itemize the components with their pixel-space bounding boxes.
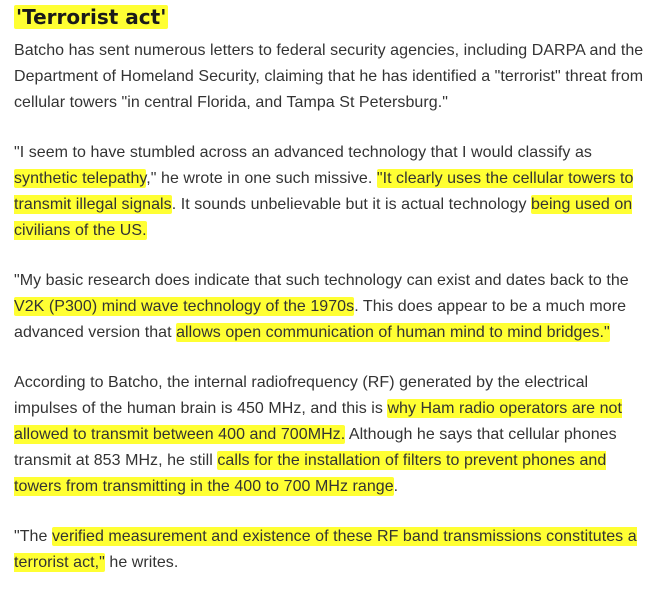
paragraph-2-text-1: "I seem to have stumbled across an advanced technology that I would classify as [14,144,592,161]
highlight-terrorist-act: verified measurement and existence of these RF band transmissions constitutes a terrorist act," [14,528,637,571]
paragraph-2-text-2: ," he wrote in one such missive. [146,170,377,187]
highlight-cellular-towers: "It clearly uses the cellular towers to transmit illegal signals [14,170,634,213]
paragraph-4-text-2: Although he says that cellular phones transmit at 853 MHz, he still [14,426,617,469]
paragraph-5-text-2: he writes. [104,554,179,571]
paragraph-2 [14,140,652,244]
paragraph-4-text-3: . [393,478,399,495]
paragraph-5-text-1: "The [14,528,52,545]
paragraph-3-text-2: . This does appear to be a much more advanced version that [14,298,627,341]
paragraph-1 [14,38,652,116]
highlight-ham-radio: why Ham radio operators are not allowed to transmit between 400 and 700MHz. [14,400,623,443]
paragraph-4-text-1: According to Batcho, the internal radiofrequency (RF) generated by the electrical impulses of the human brain is 450 MHz, and this is [14,374,589,417]
paragraph-5 [14,524,652,576]
highlighted-heading: 'Terrorist act' [16,5,167,29]
highlight-filters: calls for the installation of filters to prevent phones and towers from transmitting in the 400 to 700 MHz range [14,452,607,495]
highlight-mind-bridges: allows open communication of human mind to mind bridges." [176,324,610,341]
paragraph-4 [14,370,652,500]
paragraph-1-text: Batcho has sent numerous letters to federal security agencies, including DARPA and the Department of Homeland Security, claiming that he has identified a "terrorist" threat from cellular towers "in central Florida, and Tampa St Petersburg." [14,42,644,111]
highlight-civilians: being used on civilians of the US. [14,196,633,239]
article-heading [14,4,652,30]
highlight-synthetic-telepathy: synthetic telepathy [14,170,147,187]
highlight-v2k: V2K (P300) mind wave technology of the 1970s [14,298,355,315]
paragraph-3 [14,268,652,346]
paragraph-3-text-1: "My basic research does indicate that such technology can exist and dates back to the [14,272,629,289]
paragraph-2-text-3: . It sounds unbelievable but it is actual technology [171,196,532,213]
